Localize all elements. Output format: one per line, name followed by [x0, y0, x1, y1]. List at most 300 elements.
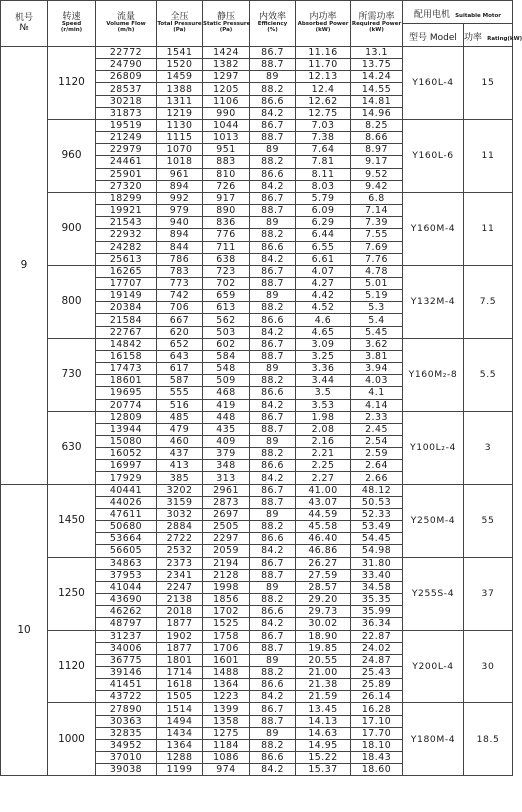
required-power-cell: 4.03 [351, 375, 403, 387]
flow-cell: 13944 [96, 423, 157, 435]
flow-cell: 25901 [96, 168, 157, 180]
machine-number: 9 [1, 47, 48, 485]
speed-cell: 900 [48, 192, 96, 265]
static-pressure-cell: 2873 [203, 496, 250, 508]
absorbed-power-cell: 29.20 [296, 594, 351, 606]
flow-cell: 48797 [96, 618, 157, 630]
total-pressure-cell: 992 [157, 192, 203, 204]
static-pressure-cell: 1488 [203, 666, 250, 678]
header-motor-power: 功率 Rating(kW) [464, 24, 513, 47]
flow-cell: 16052 [96, 448, 157, 460]
efficiency-cell: 86.7 [250, 411, 296, 423]
required-power-cell: 18.60 [351, 764, 403, 776]
flow-cell: 26809 [96, 71, 157, 83]
efficiency-cell: 84.2 [250, 253, 296, 265]
static-pressure-cell: 1205 [203, 83, 250, 95]
flow-cell: 19519 [96, 119, 157, 131]
static-pressure-cell: 1998 [203, 581, 250, 593]
absorbed-power-cell: 12.62 [296, 95, 351, 107]
absorbed-power-cell: 11.70 [296, 59, 351, 71]
total-pressure-cell: 516 [157, 399, 203, 411]
flow-cell: 32835 [96, 727, 157, 739]
total-pressure-cell: 587 [157, 375, 203, 387]
required-power-cell: 2.66 [351, 472, 403, 484]
speed-cell: 960 [48, 119, 96, 192]
flow-cell: 30363 [96, 715, 157, 727]
efficiency-cell: 86.7 [250, 557, 296, 569]
required-power-cell: 3.81 [351, 350, 403, 362]
flow-cell: 31237 [96, 630, 157, 642]
static-pressure-cell: 723 [203, 265, 250, 277]
total-pressure-cell: 1388 [157, 83, 203, 95]
absorbed-power-cell: 5.79 [296, 192, 351, 204]
flow-cell: 41451 [96, 679, 157, 691]
total-pressure-cell: 742 [157, 290, 203, 302]
required-power-cell: 35.99 [351, 606, 403, 618]
flow-cell: 22932 [96, 229, 157, 241]
total-pressure-cell: 1219 [157, 107, 203, 119]
required-power-cell: 2.59 [351, 448, 403, 460]
required-power-cell: 13.1 [351, 47, 403, 59]
absorbed-power-cell: 3.53 [296, 399, 351, 411]
static-pressure-cell: 409 [203, 436, 250, 448]
static-pressure-cell: 2059 [203, 545, 250, 557]
static-pressure-cell: 1525 [203, 618, 250, 630]
total-pressure-cell: 1520 [157, 59, 203, 71]
flow-cell: 36775 [96, 654, 157, 666]
required-power-cell: 7.69 [351, 241, 403, 253]
static-pressure-cell: 2697 [203, 508, 250, 520]
absorbed-power-cell: 14.13 [296, 715, 351, 727]
static-pressure-cell: 379 [203, 448, 250, 460]
absorbed-power-cell: 2.27 [296, 472, 351, 484]
required-power-cell: 24.87 [351, 654, 403, 666]
efficiency-cell: 86.6 [250, 168, 296, 180]
total-pressure-cell: 460 [157, 436, 203, 448]
total-pressure-cell: 617 [157, 363, 203, 375]
total-pressure-cell: 961 [157, 168, 203, 180]
efficiency-cell: 88.7 [250, 569, 296, 581]
table-row [1, 411, 513, 423]
total-pressure-cell: 1311 [157, 95, 203, 107]
total-pressure-cell: 2532 [157, 545, 203, 557]
efficiency-cell: 88.2 [250, 448, 296, 460]
total-pressure-cell: 894 [157, 180, 203, 192]
flow-cell: 40441 [96, 484, 157, 496]
flow-cell: 24282 [96, 241, 157, 253]
static-pressure-cell: 711 [203, 241, 250, 253]
efficiency-cell: 86.7 [250, 338, 296, 350]
static-pressure-cell: 1424 [203, 47, 250, 59]
motor-model-cell: Y160L-6 [403, 119, 464, 192]
required-power-cell: 2.64 [351, 460, 403, 472]
required-power-cell: 2.54 [351, 436, 403, 448]
absorbed-power-cell: 4.27 [296, 277, 351, 289]
motor-model-cell: Y250M-4 [403, 484, 464, 557]
absorbed-power-cell: 14.63 [296, 727, 351, 739]
flow-cell: 28537 [96, 83, 157, 95]
static-pressure-cell: 726 [203, 180, 250, 192]
header-efficiency: 内效率 Efficiency (%) [250, 1, 296, 47]
motor-model-cell: Y255S-4 [403, 557, 464, 630]
flow-cell: 27320 [96, 180, 157, 192]
absorbed-power-cell: 12.4 [296, 83, 351, 95]
required-power-cell: 2.45 [351, 423, 403, 435]
static-pressure-cell: 1106 [203, 95, 250, 107]
flow-cell: 43690 [96, 594, 157, 606]
required-power-cell: 31.80 [351, 557, 403, 569]
absorbed-power-cell: 12.13 [296, 71, 351, 83]
header-static-pressure: 静压 Static Pressure (Pa) [203, 1, 250, 47]
static-pressure-cell: 2961 [203, 484, 250, 496]
efficiency-cell: 84.2 [250, 180, 296, 192]
required-power-cell: 34.58 [351, 581, 403, 593]
efficiency-cell: 86.6 [250, 606, 296, 618]
efficiency-cell: 88.2 [250, 666, 296, 678]
efficiency-cell: 84.2 [250, 399, 296, 411]
absorbed-power-cell: 15.22 [296, 752, 351, 764]
motor-power-cell: 11 [464, 192, 513, 265]
flow-cell: 18601 [96, 375, 157, 387]
static-pressure-cell: 1223 [203, 691, 250, 703]
total-pressure-cell: 1459 [157, 71, 203, 83]
flow-cell: 47611 [96, 508, 157, 520]
speed-cell: 1450 [48, 484, 96, 557]
motor-model-cell: Y200L-4 [403, 630, 464, 703]
flow-cell: 53664 [96, 533, 157, 545]
static-pressure-cell: 1275 [203, 727, 250, 739]
required-power-cell: 36.34 [351, 618, 403, 630]
table-header [1, 1, 522, 47]
table-row [1, 265, 513, 277]
static-pressure-cell: 1382 [203, 59, 250, 71]
efficiency-cell: 84.2 [250, 618, 296, 630]
total-pressure-cell: 1288 [157, 752, 203, 764]
absorbed-power-cell: 21.38 [296, 679, 351, 691]
static-pressure-cell: 1086 [203, 752, 250, 764]
static-pressure-cell: 1044 [203, 119, 250, 131]
total-pressure-cell: 1494 [157, 715, 203, 727]
flow-cell: 39146 [96, 666, 157, 678]
total-pressure-cell: 1364 [157, 739, 203, 751]
motor-power-cell: 5.5 [464, 338, 513, 411]
required-power-cell: 13.75 [351, 59, 403, 71]
required-power-cell: 7.39 [351, 217, 403, 229]
efficiency-cell: 89 [250, 654, 296, 666]
absorbed-power-cell: 2.16 [296, 436, 351, 448]
motor-power-cell: 37 [464, 557, 513, 630]
flow-cell: 20774 [96, 399, 157, 411]
speed-cell: 730 [48, 338, 96, 411]
motor-power-cell: 30 [464, 630, 513, 703]
flow-cell: 17929 [96, 472, 157, 484]
total-pressure-cell: 479 [157, 423, 203, 435]
flow-cell: 24461 [96, 156, 157, 168]
static-pressure-cell: 2128 [203, 569, 250, 581]
absorbed-power-cell: 6.09 [296, 205, 351, 217]
total-pressure-cell: 2341 [157, 569, 203, 581]
total-pressure-cell: 844 [157, 241, 203, 253]
required-power-cell: 25.89 [351, 679, 403, 691]
flow-cell: 21584 [96, 314, 157, 326]
static-pressure-cell: 313 [203, 472, 250, 484]
header-speed: 转速 Speed (r/min) [48, 1, 96, 47]
speed-cell: 1250 [48, 557, 96, 630]
table-row [1, 630, 513, 642]
flow-cell: 27890 [96, 703, 157, 715]
absorbed-power-cell: 29.73 [296, 606, 351, 618]
total-pressure-cell: 3202 [157, 484, 203, 496]
required-power-cell: 2.33 [351, 411, 403, 423]
absorbed-power-cell: 3.5 [296, 387, 351, 399]
flow-cell: 34863 [96, 557, 157, 569]
required-power-cell: 22.87 [351, 630, 403, 642]
required-power-cell: 6.8 [351, 192, 403, 204]
efficiency-cell: 84.2 [250, 472, 296, 484]
required-power-cell: 26.14 [351, 691, 403, 703]
efficiency-cell: 89 [250, 508, 296, 520]
efficiency-cell: 88.7 [250, 205, 296, 217]
motor-power-cell: 15 [464, 47, 513, 120]
absorbed-power-cell: 6.29 [296, 217, 351, 229]
motor-model-cell: Y132M-4 [403, 265, 464, 338]
flow-cell: 41044 [96, 581, 157, 593]
flow-cell: 44026 [96, 496, 157, 508]
efficiency-cell: 88.2 [250, 594, 296, 606]
flow-cell: 43722 [96, 691, 157, 703]
static-pressure-cell: 638 [203, 253, 250, 265]
static-pressure-cell: 951 [203, 144, 250, 156]
efficiency-cell: 86.6 [250, 679, 296, 691]
static-pressure-cell: 435 [203, 423, 250, 435]
table-row [1, 338, 513, 350]
absorbed-power-cell: 2.08 [296, 423, 351, 435]
efficiency-cell: 88.2 [250, 156, 296, 168]
absorbed-power-cell: 3.25 [296, 350, 351, 362]
efficiency-cell: 89 [250, 71, 296, 83]
static-pressure-cell: 1364 [203, 679, 250, 691]
flow-cell: 30218 [96, 95, 157, 107]
static-pressure-cell: 1399 [203, 703, 250, 715]
flow-cell: 39038 [96, 764, 157, 776]
total-pressure-cell: 1115 [157, 132, 203, 144]
absorbed-power-cell: 45.58 [296, 521, 351, 533]
required-power-cell: 18.43 [351, 752, 403, 764]
table-row [1, 703, 513, 715]
header-flow: 流量 Volume Flow (m/h) [96, 1, 157, 47]
required-power-cell: 9.42 [351, 180, 403, 192]
flow-cell: 22979 [96, 144, 157, 156]
header-suitable-motor: 配用电机 Suitable Motor [403, 1, 513, 24]
total-pressure-cell: 1130 [157, 119, 203, 131]
absorbed-power-cell: 18.90 [296, 630, 351, 642]
total-pressure-cell: 385 [157, 472, 203, 484]
efficiency-cell: 88.2 [250, 302, 296, 314]
table-row [1, 119, 513, 131]
efficiency-cell: 89 [250, 290, 296, 302]
absorbed-power-cell: 1.98 [296, 411, 351, 423]
efficiency-cell: 88.2 [250, 229, 296, 241]
static-pressure-cell: 448 [203, 411, 250, 423]
flow-cell: 21543 [96, 217, 157, 229]
absorbed-power-cell: 3.09 [296, 338, 351, 350]
efficiency-cell: 89 [250, 436, 296, 448]
efficiency-cell: 88.7 [250, 496, 296, 508]
total-pressure-cell: 786 [157, 253, 203, 265]
required-power-cell: 8.97 [351, 144, 403, 156]
efficiency-cell: 86.6 [250, 460, 296, 472]
motor-model-cell: Y100L₂-4 [403, 411, 464, 484]
required-power-cell: 7.76 [351, 253, 403, 265]
efficiency-cell: 88.7 [250, 642, 296, 654]
table-row [1, 484, 513, 496]
absorbed-power-cell: 20.55 [296, 654, 351, 666]
total-pressure-cell: 1514 [157, 703, 203, 715]
motor-model-cell: Y160L-4 [403, 47, 464, 120]
static-pressure-cell: 1297 [203, 71, 250, 83]
static-pressure-cell: 810 [203, 168, 250, 180]
absorbed-power-cell: 7.64 [296, 144, 351, 156]
required-power-cell: 48.12 [351, 484, 403, 496]
static-pressure-cell: 974 [203, 764, 250, 776]
required-power-cell: 25.43 [351, 666, 403, 678]
flow-cell: 34952 [96, 739, 157, 751]
required-power-cell: 9.52 [351, 168, 403, 180]
flow-cell: 14842 [96, 338, 157, 350]
absorbed-power-cell: 28.57 [296, 581, 351, 593]
efficiency-cell: 84.2 [250, 326, 296, 338]
total-pressure-cell: 1434 [157, 727, 203, 739]
absorbed-power-cell: 46.40 [296, 533, 351, 545]
header-total-pressure: 全压 Total Pressure (Pa) [157, 1, 203, 47]
static-pressure-cell: 503 [203, 326, 250, 338]
efficiency-cell: 86.7 [250, 703, 296, 715]
motor-power-cell: 11 [464, 119, 513, 192]
absorbed-power-cell: 2.25 [296, 460, 351, 472]
total-pressure-cell: 652 [157, 338, 203, 350]
absorbed-power-cell: 19.85 [296, 642, 351, 654]
total-pressure-cell: 1801 [157, 654, 203, 666]
static-pressure-cell: 602 [203, 338, 250, 350]
speed-cell: 800 [48, 265, 96, 338]
absorbed-power-cell: 30.02 [296, 618, 351, 630]
required-power-cell: 9.17 [351, 156, 403, 168]
motor-power-cell: 18.5 [464, 703, 513, 776]
static-pressure-cell: 2194 [203, 557, 250, 569]
flow-cell: 34006 [96, 642, 157, 654]
efficiency-cell: 86.6 [250, 752, 296, 764]
efficiency-cell: 88.7 [250, 350, 296, 362]
total-pressure-cell: 706 [157, 302, 203, 314]
static-pressure-cell: 836 [203, 217, 250, 229]
absorbed-power-cell: 14.95 [296, 739, 351, 751]
efficiency-cell: 88.7 [250, 132, 296, 144]
absorbed-power-cell: 6.44 [296, 229, 351, 241]
total-pressure-cell: 979 [157, 205, 203, 217]
flow-cell: 19921 [96, 205, 157, 217]
required-power-cell: 35.35 [351, 594, 403, 606]
efficiency-cell: 84.2 [250, 107, 296, 119]
absorbed-power-cell: 7.81 [296, 156, 351, 168]
efficiency-cell: 86.6 [250, 387, 296, 399]
required-power-cell: 7.55 [351, 229, 403, 241]
flow-cell: 24790 [96, 59, 157, 71]
motor-model-cell: Y160M₂-8 [403, 338, 464, 411]
efficiency-cell: 89 [250, 581, 296, 593]
efficiency-cell: 86.7 [250, 630, 296, 642]
efficiency-cell: 89 [250, 144, 296, 156]
flow-cell: 17473 [96, 363, 157, 375]
efficiency-cell: 86.7 [250, 484, 296, 496]
total-pressure-cell: 2247 [157, 581, 203, 593]
static-pressure-cell: 776 [203, 229, 250, 241]
efficiency-cell: 86.6 [250, 95, 296, 107]
flow-cell: 37953 [96, 569, 157, 581]
efficiency-cell: 86.7 [250, 265, 296, 277]
absorbed-power-cell: 4.65 [296, 326, 351, 338]
absorbed-power-cell: 27.59 [296, 569, 351, 581]
static-pressure-cell: 1758 [203, 630, 250, 642]
required-power-cell: 5.01 [351, 277, 403, 289]
flow-cell: 16265 [96, 265, 157, 277]
flow-cell: 12809 [96, 411, 157, 423]
total-pressure-cell: 1714 [157, 666, 203, 678]
total-pressure-cell: 3032 [157, 508, 203, 520]
absorbed-power-cell: 7.38 [296, 132, 351, 144]
header-absorbed-power: 内功率 Absorbed Power (kW) [296, 1, 351, 47]
required-power-cell: 8.66 [351, 132, 403, 144]
required-power-cell: 24.02 [351, 642, 403, 654]
flow-cell: 31873 [96, 107, 157, 119]
speed-cell: 1120 [48, 630, 96, 703]
efficiency-cell: 84.2 [250, 691, 296, 703]
required-power-cell: 4.1 [351, 387, 403, 399]
efficiency-cell: 86.7 [250, 119, 296, 131]
flow-cell: 20384 [96, 302, 157, 314]
flow-cell: 17707 [96, 277, 157, 289]
total-pressure-cell: 620 [157, 326, 203, 338]
required-power-cell: 53.49 [351, 521, 403, 533]
absorbed-power-cell: 13.45 [296, 703, 351, 715]
absorbed-power-cell: 26.27 [296, 557, 351, 569]
static-pressure-cell: 883 [203, 156, 250, 168]
required-power-cell: 5.19 [351, 290, 403, 302]
required-power-cell: 14.96 [351, 107, 403, 119]
table-row [1, 192, 513, 204]
static-pressure-cell: 659 [203, 290, 250, 302]
static-pressure-cell: 548 [203, 363, 250, 375]
absorbed-power-cell: 8.11 [296, 168, 351, 180]
flow-cell: 21249 [96, 132, 157, 144]
speed-cell: 630 [48, 411, 96, 484]
absorbed-power-cell: 12.75 [296, 107, 351, 119]
total-pressure-cell: 437 [157, 448, 203, 460]
static-pressure-cell: 509 [203, 375, 250, 387]
static-pressure-cell: 419 [203, 399, 250, 411]
table-body [1, 47, 513, 776]
flow-cell: 37010 [96, 752, 157, 764]
total-pressure-cell: 1541 [157, 47, 203, 59]
efficiency-cell: 86.6 [250, 314, 296, 326]
absorbed-power-cell: 44.59 [296, 508, 351, 520]
absorbed-power-cell: 11.16 [296, 47, 351, 59]
required-power-cell: 5.45 [351, 326, 403, 338]
static-pressure-cell: 990 [203, 107, 250, 119]
required-power-cell: 50.53 [351, 496, 403, 508]
absorbed-power-cell: 6.55 [296, 241, 351, 253]
motor-power-cell: 55 [464, 484, 513, 557]
efficiency-cell: 88.7 [250, 277, 296, 289]
